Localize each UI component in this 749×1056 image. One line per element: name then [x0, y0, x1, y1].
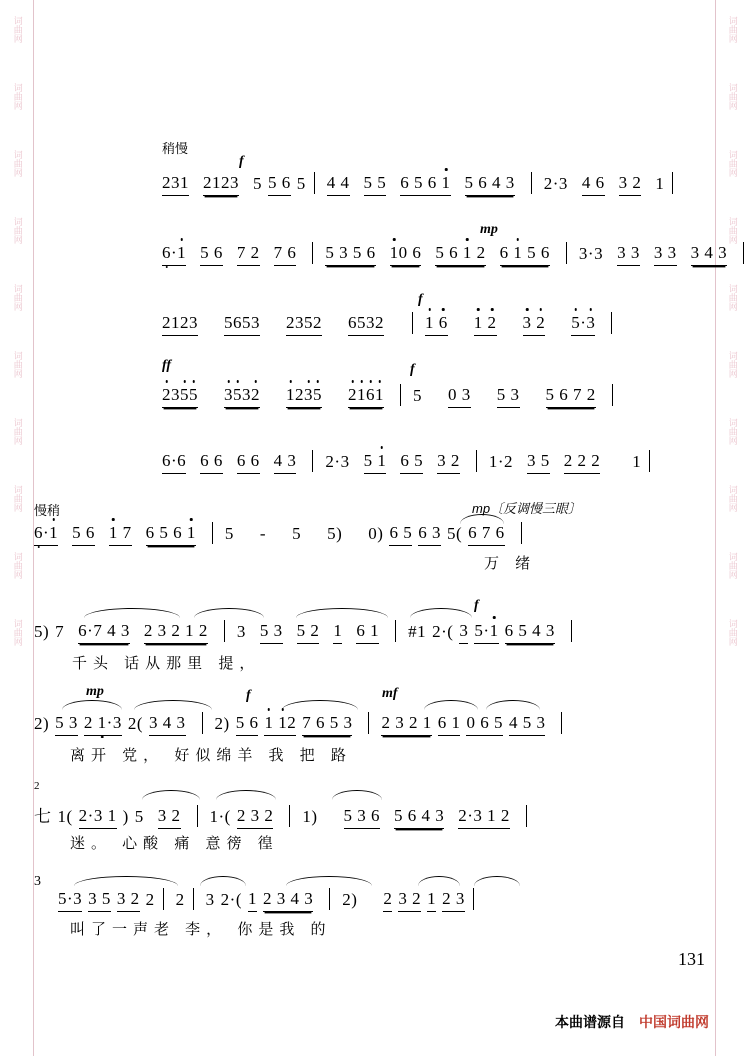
note-group: 1	[248, 889, 257, 912]
note-group: 6·7 4 3	[78, 621, 130, 644]
barline	[412, 312, 413, 334]
note-group: 2·3	[325, 452, 350, 471]
note-group: 5 1	[364, 451, 387, 474]
note-group: 4 5 3	[509, 713, 546, 736]
note-group: 6 6	[200, 451, 223, 474]
note-group: 6 5 6 1	[400, 173, 450, 196]
note-row	[34, 522, 534, 546]
barline	[743, 242, 744, 264]
page-number: 131	[678, 949, 705, 969]
barline	[521, 522, 522, 544]
note-group: 1)	[302, 807, 318, 826]
score-system-2	[34, 220, 728, 290]
note-group: 3	[236, 622, 246, 641]
note-group: 6·1	[162, 243, 186, 266]
note-group: 7 2	[237, 243, 260, 266]
note-group: 2	[175, 890, 185, 909]
slur	[216, 790, 276, 800]
barline	[476, 450, 477, 472]
note-group: 1	[655, 174, 665, 193]
note-group: 2352	[286, 313, 322, 336]
slur	[424, 700, 478, 710]
watermark-text: 词曲网	[12, 150, 23, 177]
note-group: 3 2	[437, 451, 460, 474]
note-row	[34, 712, 574, 736]
dynamic-mark: f	[239, 154, 244, 169]
score-system-10	[34, 860, 715, 946]
note-group: 2)	[342, 890, 358, 909]
watermark-text: 词曲网	[12, 619, 23, 646]
footer-attribution	[555, 1012, 709, 1032]
dynamic-mark: mp〔反调慢三眼〕	[472, 501, 582, 516]
slur	[84, 608, 180, 618]
note-group: -	[259, 524, 267, 543]
slur	[282, 700, 358, 710]
watermark-text: 词曲网	[12, 83, 23, 110]
note-group: 5 6 1 2	[435, 243, 485, 266]
note-group: 3 2	[117, 889, 140, 912]
watermark-text: 词曲网	[727, 619, 738, 646]
watermark-text: 词曲网	[727, 284, 738, 311]
note-group: 3	[459, 621, 468, 644]
note-group: 2)	[214, 714, 230, 733]
slur	[418, 876, 460, 886]
note-group: 5 6 4 3	[465, 173, 515, 196]
note-group: 3·3	[578, 244, 604, 263]
barline	[212, 522, 213, 544]
note-group: 七	[34, 807, 52, 826]
note-group: 7	[55, 622, 65, 641]
note-group: 5	[253, 174, 262, 193]
dynamic-mark: f	[246, 688, 251, 703]
note-group: 0 6 5	[466, 713, 503, 736]
note-group: 5 5	[364, 173, 387, 196]
note-group: 5 6 4 3	[394, 806, 444, 829]
slur	[134, 700, 212, 710]
lyric-line: 千头 话从那里 提，	[72, 655, 261, 672]
score-system-7	[34, 594, 715, 684]
barline	[224, 620, 225, 642]
note-group: 2 3 2	[237, 806, 274, 829]
barline	[526, 805, 527, 827]
note-group: 3 3	[617, 243, 640, 266]
note-group: 231	[162, 173, 189, 196]
watermark-text: 词曲网	[727, 351, 738, 378]
note-group: 6 1	[438, 713, 461, 736]
footer-source-label: 本曲谱源自	[555, 1014, 625, 1030]
slur	[142, 790, 200, 800]
watermark-text: 词曲网	[12, 16, 23, 43]
note-group: #1	[408, 622, 427, 641]
slur	[332, 790, 382, 800]
note-group: 6 1	[356, 621, 379, 644]
note-group: 3 5	[527, 451, 550, 474]
note-group: 6532	[348, 313, 384, 336]
tempo-marking: 慢稍	[34, 503, 61, 518]
note-group: 2·(	[220, 890, 242, 909]
footer-site-name[interactable]: 中国词曲网	[639, 1014, 709, 1030]
barline	[571, 620, 572, 642]
watermark-text: 词曲网	[727, 418, 738, 445]
barline	[312, 242, 313, 264]
note-group: 3 4 3	[149, 713, 186, 736]
watermark-text: 词曲网	[727, 552, 738, 579]
note-group: 5 6 7 2	[546, 385, 596, 408]
note-group: 5 6	[72, 523, 95, 546]
note-group: 3 2	[619, 173, 642, 196]
note-group: 5 6	[200, 243, 223, 266]
note-row	[162, 450, 662, 474]
note-group: 5 3	[55, 713, 78, 736]
barline	[400, 384, 401, 406]
barline	[566, 242, 567, 264]
note-row	[34, 802, 539, 829]
note-group: 6 6	[237, 451, 260, 474]
watermark-text: 词曲网	[727, 485, 738, 512]
watermark-text: 词曲网	[727, 217, 738, 244]
barline	[368, 712, 369, 734]
score-system-6	[34, 500, 715, 584]
note-group: 0)	[368, 524, 384, 543]
barline	[314, 172, 315, 194]
note-group: 5 3	[497, 385, 520, 408]
dynamic-mark: f	[418, 292, 423, 307]
slur	[74, 876, 178, 886]
note-group: 2)	[34, 714, 50, 733]
barline	[395, 620, 396, 642]
watermark-text: 词曲网	[12, 552, 23, 579]
lyric-line: 叫了一声老 李， 你是我 的	[70, 921, 332, 938]
note-group: 2 2 2	[564, 451, 601, 474]
note-group: 5 6	[268, 173, 291, 196]
watermark-text: 词曲网	[12, 284, 23, 311]
note-group: 2 3	[442, 889, 465, 912]
note-group: 1·(	[209, 807, 231, 826]
note-group: 1 6	[425, 313, 448, 336]
note-group: 1	[427, 889, 436, 912]
barline	[193, 888, 194, 910]
watermark-text: 词曲网	[12, 418, 23, 445]
note-group: 1 12	[264, 713, 296, 736]
note-group: 2·(	[432, 622, 454, 641]
note-group: )	[122, 807, 129, 826]
dynamic-mark: f	[410, 362, 415, 377]
note-group: 6·1	[34, 523, 58, 546]
slur	[410, 608, 472, 618]
note-group: 2	[145, 890, 155, 909]
note-row	[162, 384, 625, 408]
score-system-4	[34, 360, 715, 430]
note-group: 3 4 3	[691, 243, 728, 266]
note-group: 5	[224, 524, 234, 543]
note-group: 5(	[446, 524, 463, 543]
tempo-marking: 稍慢	[162, 141, 189, 156]
note-group: 5	[296, 174, 306, 193]
measure-number: 3	[34, 874, 41, 889]
note-group: 6 5 4 3	[505, 621, 555, 644]
barline	[163, 888, 164, 910]
slur	[296, 608, 388, 618]
note-group: 2123	[203, 173, 239, 196]
slur	[62, 700, 122, 710]
barline	[473, 888, 474, 910]
note-group: 6 5 6 1	[146, 523, 196, 546]
note-group: 5·1	[474, 621, 498, 644]
note-group: 5)	[327, 524, 343, 543]
note-group: 2 1·3	[84, 713, 122, 736]
dynamic-mark: f	[474, 598, 479, 613]
note-group: 2(	[127, 714, 144, 733]
note-group: 1235	[286, 385, 322, 408]
note-group: 6 3	[418, 523, 441, 546]
score-system-5	[34, 430, 715, 500]
barline	[312, 450, 313, 472]
score-system-8	[34, 684, 715, 774]
note-group: 5	[292, 524, 302, 543]
page-border-right	[715, 0, 716, 1056]
note-group: 5 3	[260, 621, 283, 644]
barline	[531, 172, 532, 194]
watermark-text: 词曲网	[12, 351, 23, 378]
score-system-9	[34, 774, 715, 860]
barline	[611, 312, 612, 334]
note-group: 3	[205, 890, 215, 909]
note-group: 2 3 2 1 2	[144, 621, 208, 644]
note-group: 6 7 6	[468, 523, 505, 546]
note-group: 3 3	[654, 243, 677, 266]
barline	[289, 805, 290, 827]
slur	[474, 876, 520, 886]
note-group: 7 6 5 3	[302, 713, 352, 736]
note-group: 5 3 5 6	[325, 243, 375, 266]
barline	[329, 888, 330, 910]
note-group: 2	[383, 889, 392, 912]
music-score	[34, 141, 728, 946]
barline	[197, 805, 198, 827]
slur	[194, 608, 264, 618]
barline	[202, 712, 203, 734]
watermark-text: 词曲网	[727, 16, 738, 43]
note-row	[162, 312, 624, 336]
time-signature: 2	[34, 780, 40, 792]
note-group: 2 3 2 1	[381, 713, 431, 736]
watermark-text: 词曲网	[12, 485, 23, 512]
note-group: 6·6	[162, 451, 186, 474]
dynamic-mark: ff	[162, 358, 172, 373]
note-group: 5 3 6	[344, 806, 381, 829]
slur	[200, 876, 246, 886]
watermark-text: 词曲网	[727, 83, 738, 110]
note-group: 5)	[34, 622, 50, 641]
slur	[286, 876, 372, 886]
watermark-text: 词曲网	[727, 150, 738, 177]
note-group: 1(	[57, 807, 73, 826]
note-group: 1	[333, 621, 342, 644]
note-group: 4 6	[582, 173, 605, 196]
note-group: 3 5	[88, 889, 111, 912]
note-group: 5 2	[297, 621, 320, 644]
note-group: 10 6	[390, 243, 422, 266]
note-group: 4 3	[274, 451, 297, 474]
note-group: 6 1 5 6	[500, 243, 550, 266]
note-group: 5	[134, 807, 144, 826]
barline	[672, 172, 673, 194]
score-system-1	[34, 141, 715, 220]
note-group: 5·3	[58, 889, 82, 912]
note-group: 4 4	[327, 173, 350, 196]
note-group: 2 3 4 3	[263, 889, 313, 912]
note-group: 6 5	[400, 451, 423, 474]
barline	[649, 450, 650, 472]
note-group: 2123	[162, 313, 198, 336]
lyric-line: 迷。 心酸 痛 意徬 徨	[70, 835, 279, 852]
note-row	[162, 172, 685, 196]
note-group: 5653	[224, 313, 260, 336]
note-group: 2·3	[543, 174, 568, 193]
note-row	[34, 620, 584, 644]
dynamic-mark: mp	[480, 222, 498, 237]
watermark-text: 词曲网	[12, 217, 23, 244]
note-group: 2161	[348, 385, 384, 408]
note-group: 6 5	[389, 523, 412, 546]
note-group: 2355	[162, 385, 198, 408]
note-group: 5·3	[571, 313, 595, 336]
note-group: 7 6	[274, 243, 297, 266]
note-group: 2·3 1	[79, 806, 117, 829]
watermark-strip-right	[719, 0, 745, 1056]
note-group: 3 2	[398, 889, 421, 912]
note-group: 1·2	[488, 452, 514, 471]
dynamic-mark: mf	[382, 686, 398, 701]
note-group: 1 2	[474, 313, 497, 336]
slur	[486, 700, 540, 710]
dynamic-mark: mp	[86, 684, 104, 699]
note-group: 0 3	[448, 385, 471, 408]
lyric-line: 离开 党， 好似绵羊 我 把 路	[70, 747, 352, 764]
score-system-3	[34, 290, 715, 360]
note-group: 1	[632, 452, 642, 471]
barline	[561, 712, 562, 734]
note-row	[162, 242, 749, 266]
lyric-line: 万 绪	[484, 555, 537, 572]
note-group: 5	[413, 386, 422, 405]
note-row	[58, 888, 486, 912]
watermark-strip-left	[4, 0, 30, 1056]
note-group: 3 2	[158, 806, 181, 829]
barline	[612, 384, 613, 406]
note-group: 3532	[224, 385, 260, 408]
note-group: 2·3 1 2	[458, 806, 510, 829]
note-group: 5 6	[236, 713, 259, 736]
page-content	[34, 0, 728, 1056]
note-group: 3 2	[523, 313, 546, 336]
note-group: 1 7	[109, 523, 132, 546]
